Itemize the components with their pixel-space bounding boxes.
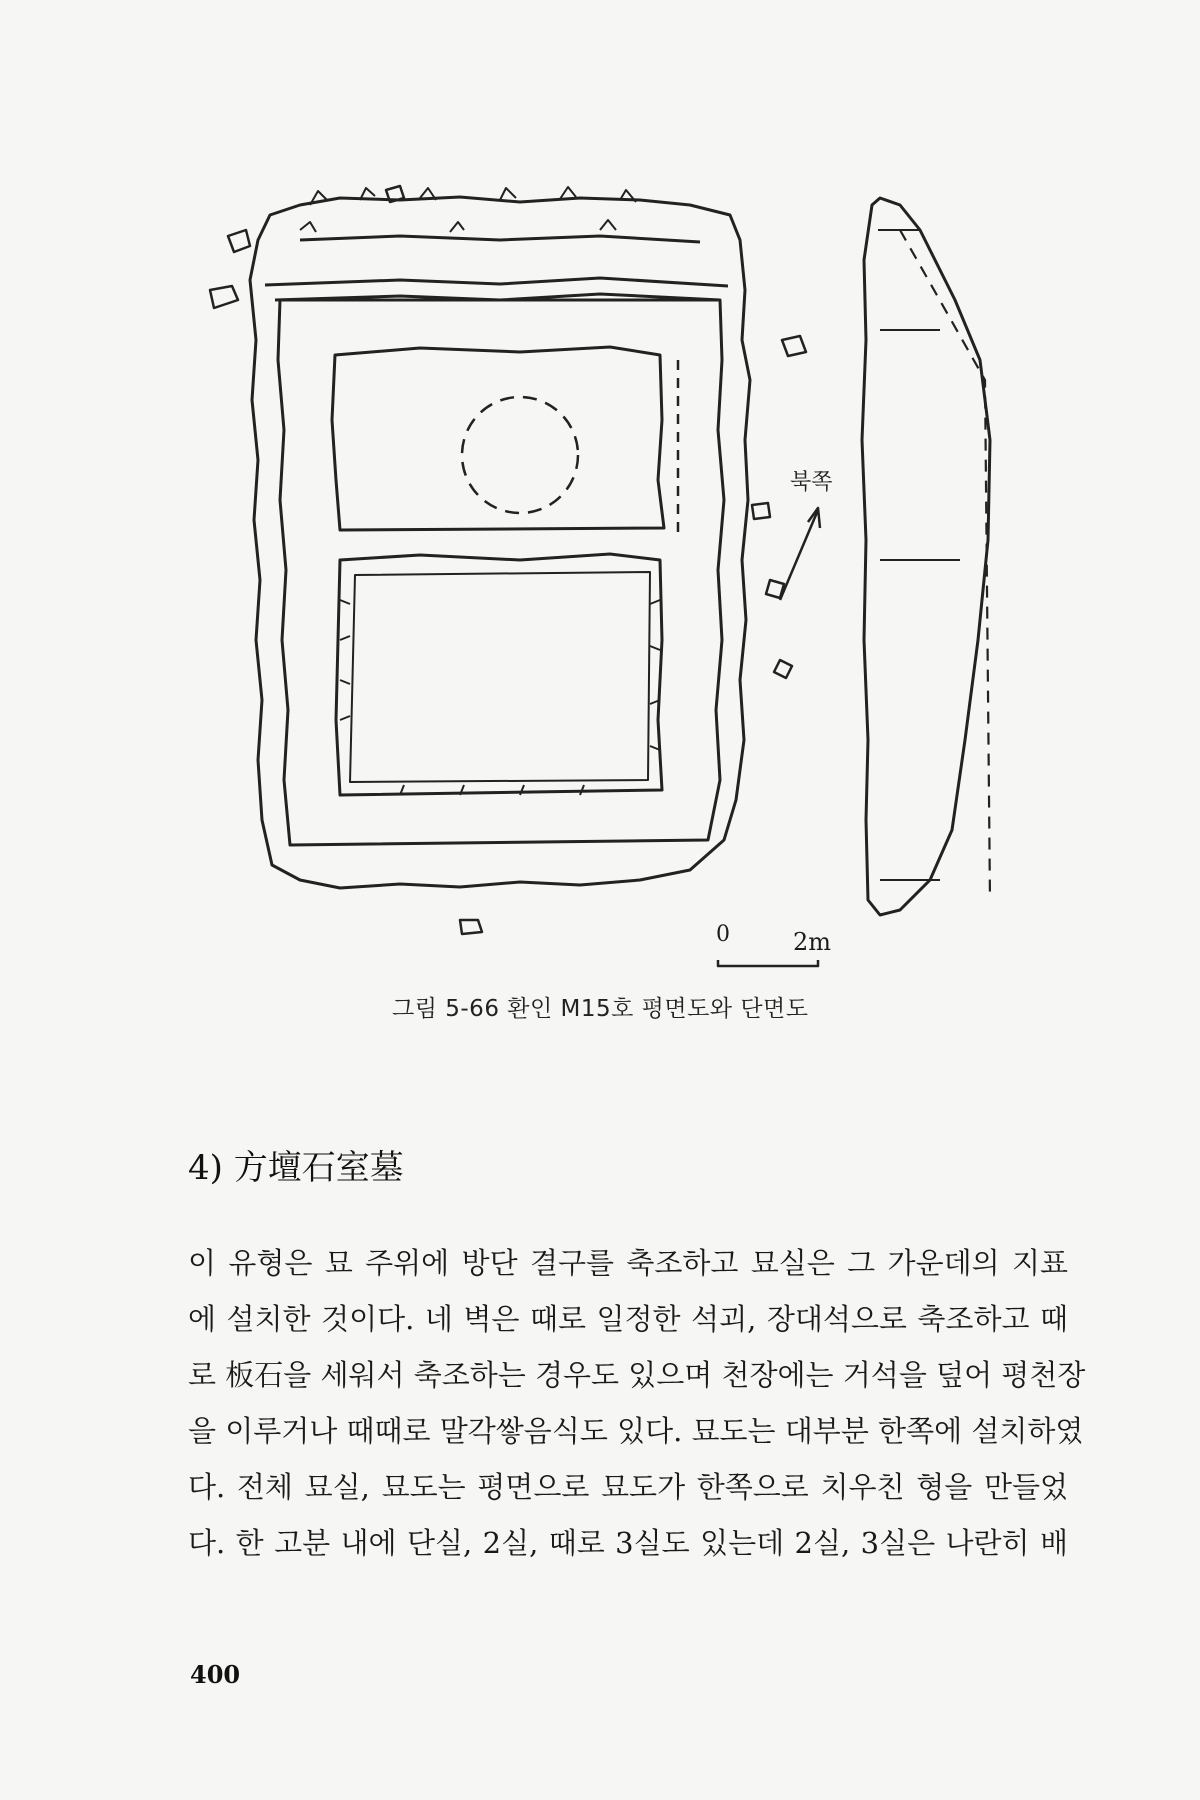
scale-bar	[718, 960, 818, 966]
body-line: 을 이루거나 때때로 말각쌓음식도 있다. 묘도는 대부분 한쪽에 설치하였	[188, 1414, 1084, 1448]
scale-end-label: 2m	[793, 928, 832, 956]
north-label: 북쪽	[790, 470, 833, 495]
body-line: 로 板石을 세워서 축조하는 경우도 있으며 천장에는 거석을 덮어 평천장	[188, 1358, 1086, 1392]
lower-chamber	[336, 554, 662, 795]
section-heading: 4) 方壇石室墓	[188, 1148, 404, 1188]
inner-platform-outline	[278, 300, 724, 845]
body-line: 다. 전체 묘실, 묘도는 평면으로 묘도가 한쪽으로 치우친 형을 만들었	[188, 1470, 1068, 1504]
body-line: 에 설치한 것이다. 네 벽은 때로 일정한 석괴, 장대석으로 축조하고 때	[188, 1302, 1068, 1336]
body-paragraph	[188, 1235, 1086, 1571]
upper-chamber	[332, 347, 664, 530]
north-arrow	[780, 510, 818, 600]
page-number: 400	[190, 1660, 241, 1689]
body-line: 다. 한 고분 내에 단실, 2실, 때로 3실도 있는데 2실, 3실은 나란히 배	[188, 1526, 1068, 1560]
body-line: 이 유형은 묘 주위에 방단 결구를 축조하고 묘실은 그 가운데의 지표	[188, 1246, 1068, 1280]
scale-zero-label: 0	[716, 922, 730, 947]
figure-caption: 그림 5-66 환인 M15호 평면도와 단면도	[392, 996, 809, 1022]
dashed-circle	[462, 397, 578, 513]
cross-section	[862, 198, 990, 915]
